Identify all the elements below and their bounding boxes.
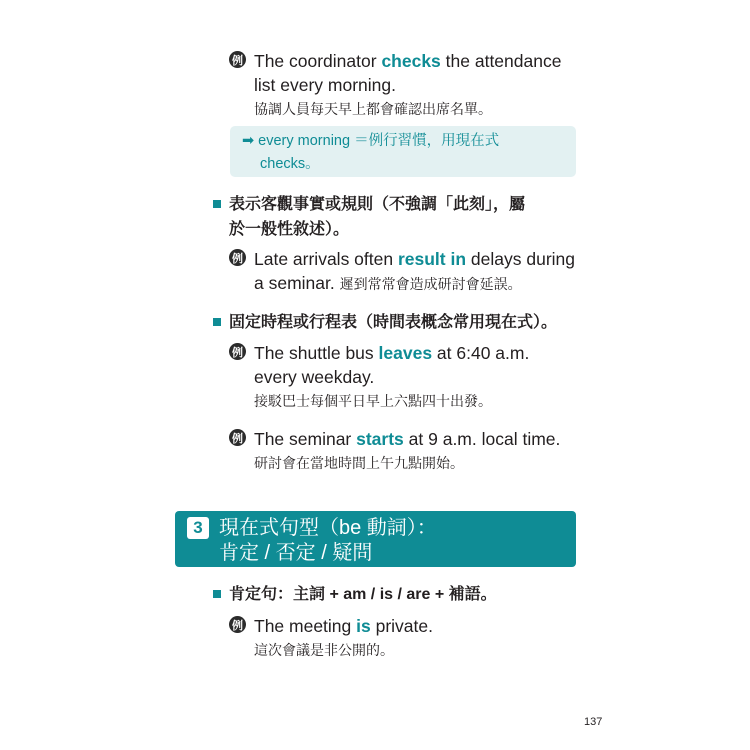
example-3-chinese: 接駁巴士每個平日早上六點四十出發。 <box>254 393 492 409</box>
example-1-english-line2: list every morning. <box>254 75 396 95</box>
example-5-keyword: is <box>356 616 371 636</box>
example-3-english-line2: every weekday. <box>254 367 375 387</box>
note-box <box>230 126 576 177</box>
example-badge-icon: 例 <box>229 249 246 266</box>
note-line-2: checks。 <box>260 156 320 172</box>
bullet-3 <box>213 582 583 607</box>
example-badge-icon: 例 <box>229 429 246 446</box>
example-5-english: The meeting is private. <box>254 616 433 636</box>
section-title-line-2: 肯定 / 否定 / 疑問 <box>219 542 373 564</box>
bullet-2-text: 固定時程或行程表（時間表概念常用現在式）。 <box>229 314 558 331</box>
example-badge-icon: 例 <box>229 343 246 360</box>
example-2-keyword: result in <box>397 249 467 269</box>
example-5-chinese: 這次會議是非公開的。 <box>254 642 394 658</box>
example-1-keyword: checks <box>381 51 441 71</box>
example-badge-icon: 例 <box>229 51 246 68</box>
example-1 <box>229 49 589 121</box>
section-title-line-1: 現在式句型（be 動詞）： <box>219 517 437 539</box>
example-1-english: The coordinator checks the attendance <box>254 51 562 71</box>
example-3 <box>229 341 589 413</box>
square-bullet-icon <box>213 200 221 208</box>
example-5 <box>229 614 589 662</box>
example-2-english: Late arrivals often result in delays during <box>254 249 576 269</box>
note-line-1: ➡ every morning ＝例行習慣，用現在式 <box>242 133 500 149</box>
bullet-3-text: 肯定句：主詞 + am / is / are + 補語。 <box>229 586 497 603</box>
example-4-chinese: 研討會在當地時間上午九點開始。 <box>254 455 464 471</box>
bullet-1 <box>213 192 583 242</box>
bullet-1-line-1: 表示客觀事實或規則（不強調「此刻」，屬 <box>229 196 526 213</box>
section-3-header <box>175 511 576 567</box>
example-badge-icon: 例 <box>229 616 246 633</box>
example-2-chinese: 遲到常常會造成研討會延誤。 <box>339 276 522 292</box>
example-3-english: The shuttle bus leaves at 6:40 a.m. <box>254 343 530 363</box>
example-2 <box>229 247 589 296</box>
bullet-2 <box>213 310 593 335</box>
example-2-english-line2: a seminar. 遲到常常會造成研討會延誤。 <box>254 273 522 293</box>
section-number: 3 <box>187 517 209 539</box>
square-bullet-icon <box>213 318 221 326</box>
example-1-chinese: 協調人員每天早上都會確認出席名單。 <box>254 101 492 117</box>
page-number: 137 <box>584 716 603 728</box>
square-bullet-icon <box>213 590 221 598</box>
example-4-english: The seminar starts at 9 a.m. local time. <box>254 429 561 449</box>
bullet-1-line-2: 於一般性敘述）。 <box>229 221 350 238</box>
example-4 <box>229 427 589 475</box>
example-4-keyword: starts <box>356 429 404 449</box>
example-3-keyword: leaves <box>378 343 433 363</box>
